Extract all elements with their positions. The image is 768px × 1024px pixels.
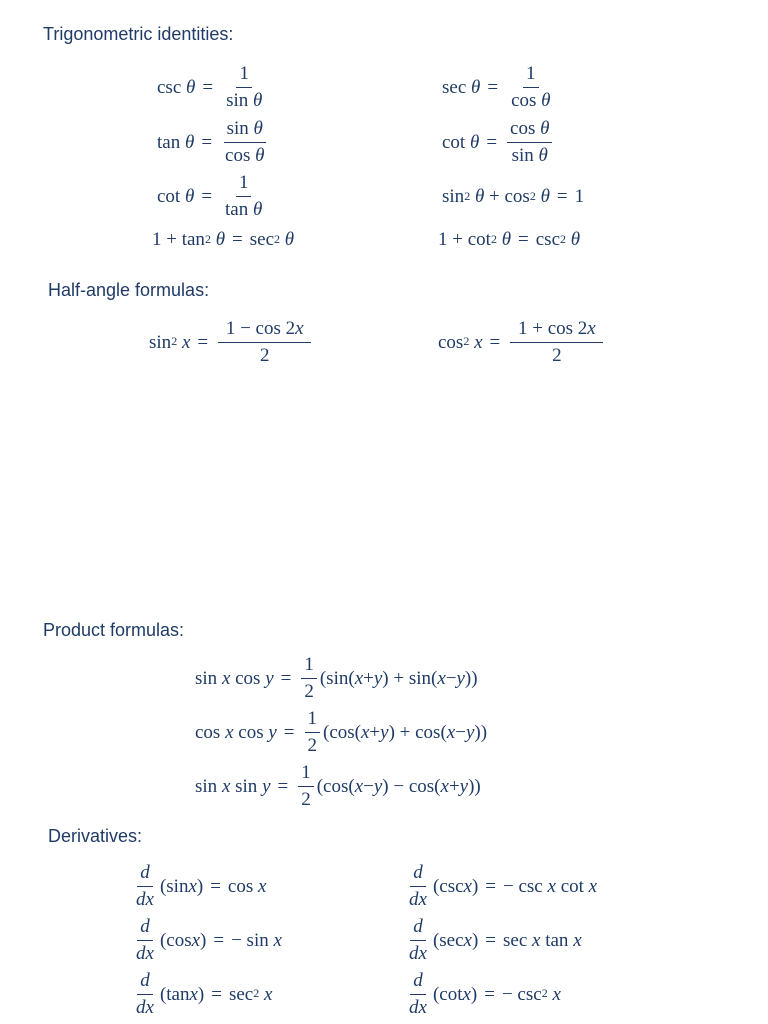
cot-identity-1: cot θ = $\frac{\text{cos θ}}{\text{sin θ}}$ (442, 118, 555, 167)
sec-identity: sec θ = $\frac{1}{\text{cos θ}}$ (442, 63, 551, 111)
deriv-sin: $\frac{d}{dx}$ (sin x ) = cos x (136, 862, 267, 910)
half-angle-cos: cos $^2$ x = $\frac{1 + \cos 2x}{2}$ (438, 318, 606, 367)
heading-product: Product formulas: (43, 620, 185, 640)
cot-csc-identity: 1 + cot $^2$ θ = csc $^2$ θ (438, 229, 581, 250)
product-sin-cos: sin x cos y = $\frac{1}{2}$ (sin( x + y ) + sin( x − y )) (195, 654, 478, 702)
deriv-cot: $\frac{d}{dx}$ (cot x ) = − csc $^2$ x (409, 970, 561, 1018)
pythagorean-identity: sin $^2$ θ + cos $^2$ θ = 1 (442, 186, 585, 207)
heading-trig-identities: Trigonometric identities: (43, 24, 234, 44)
csc-identity: csc θ = $\frac{1}{\text{sin θ}}$ (157, 63, 263, 111)
tan-sec-identity: 1 + tan $^2$ θ = sec $^2$ θ (152, 229, 295, 250)
tan-identity: tan θ = $\frac{\text{sin θ}}{\text{cos θ}}$ (157, 118, 265, 166)
deriv-csc: $\frac{d}{dx}$ (csc x ) = − csc x cot x (409, 862, 598, 910)
deriv-tan: $\frac{d}{dx}$ (tan x ) = sec $^2$ x (136, 970, 273, 1018)
deriv-sec: $\frac{d}{dx}$ (sec x ) = sec x tan x (409, 916, 582, 964)
product-sin-sin: sin x sin y = $\frac{1}{2}$ (cos( x − y ) − cos( x + y )) (195, 762, 481, 810)
product-cos-cos: cos x cos y = $\frac{1}{2}$ (cos( x + y ) + cos( x − y )) (195, 708, 488, 756)
heading-derivatives: Derivatives: (48, 826, 143, 846)
deriv-cos: $\frac{d}{dx}$ (cos x ) = − sin x (136, 916, 282, 964)
half-angle-sin: sin $^2$ x = $\frac{1 - \cos 2x}{2}$ (149, 318, 314, 367)
heading-half-angle: Half-angle formulas: (48, 280, 210, 300)
cot-identity-2: cot θ = $\frac{1}{\text{tan θ}}$ (157, 172, 263, 220)
